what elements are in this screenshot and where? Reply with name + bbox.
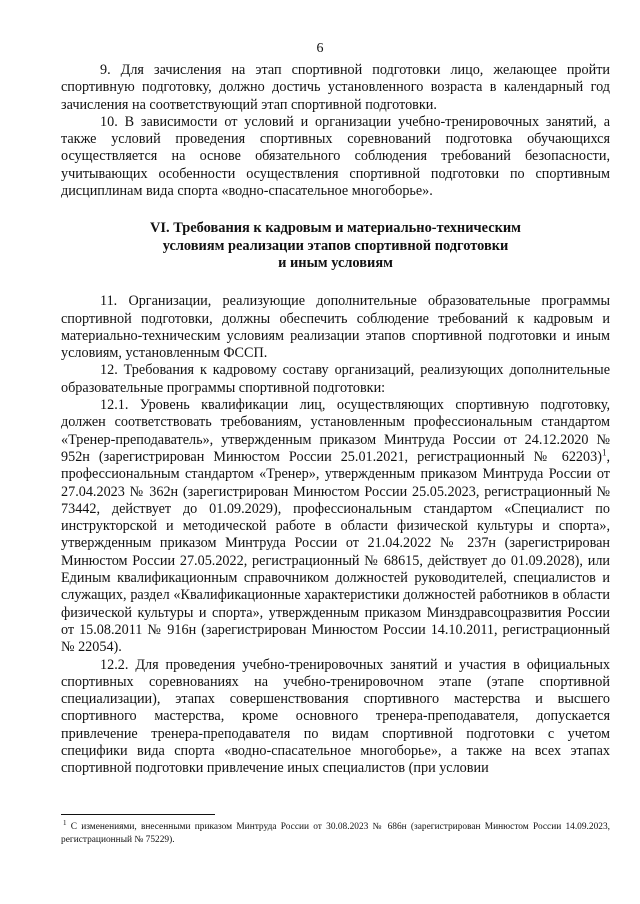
document-body [61, 62, 610, 778]
paragraph-12-1 [61, 397, 610, 656]
section-heading-line-2: условиям реализации этапов спортивной подготовки [162, 237, 509, 254]
paragraph-10: 10. В зависимости от условий и организации учебно-тренировочных занятий, а также условий проведения спортивных соревнований подготовка обучающихся осуществляется на основе обязательного соблюдения требований безопасности, учитывающих особенности осуществления спортивной подготовки по спортивным дисциплинам вида спорта «водно-спасательное многоборье». [61, 113, 610, 200]
paragraph-9: 9. Для зачисления на этап спортивной подготовки лицо, желающее пройти спортивную подготовку, должно достичь установленного возраста в календарный год зачисления на соответствующий этап спортивной подготовки. [61, 62, 610, 113]
footnote-marker: 1 [63, 818, 67, 827]
footnote-reference: 1 [601, 447, 607, 458]
section-heading-line-1: VI. Требования к кадровым и материально-техническим [150, 220, 521, 237]
footnote-text: С изменениями, внесенными приказом Минтруда России от 30.08.2023 № 686н (зарегистрирован Минюстом России 14.09.2023, регистрационный № 75229). [61, 822, 610, 845]
section-heading-line-3: и иным условиям [278, 254, 393, 271]
paragraph-12-2: 12.2. Для проведения учебно-тренировочных занятий и участия в официальных спортивных соревнованиях на учебно-тренировочном этапе (этапе спортивной специализации), этапах совершенствования спортивного мастерства и высшего спортивного мастерства, кроме основного тренера-преподавателя, допускается привлечение тренера-преподавателя по видам спортивной подготовки с учетом специфики вида спорта «водно-спасательное многоборье», а также на всех этапах спортивной подготовки привлечение иных специалистов (при условии [61, 656, 610, 777]
footnote [61, 818, 610, 847]
paragraph-11: 11. Организации, реализующие дополнительные образовательные программы спортивной подготовки, должны обеспечить соблюдение требований к кадровым и материально-техническим условиям реализации этапов спортивной подготовки и иным условиям, установленным ФССП. [61, 293, 610, 362]
page-number: 6 [316, 41, 324, 56]
paragraph-12-1-part-1: 12.1. Уровень квалификации лиц, осуществляющих спортивную подготовку, должен соответствовать требованиям, установленным профессиональным стандартом «Тренер-преподаватель», утвержденным приказом Минтруда России от 24.12.2020 № 952н (зарегистрирован Минюстом России 25.01.2021, регистрационный № 62203) [61, 397, 610, 465]
section-heading [61, 220, 610, 272]
paragraph-12: 12. Требования к кадровому составу организаций, реализующих дополнительные образовательные программы спортивной подготовки: [61, 362, 610, 396]
footnote-divider [61, 814, 215, 815]
paragraph-12-1-part-2: , профессиональным стандартом «Тренер», утвержденным приказом Минтруда России от 27.04.2023 № 362н (зарегистрирован Минюстом России 25.05.2023, регистрационный № 73442, действует до 01.09.2029), профессиональным стандартом «Специалист по инструкторской и методической работе в области физической культуры и спорта», утвержденным приказом Минтруда России от 21.04.2022 № 237н (зарегистрирован Минюстом России 27.05.2022, регистрационный № 68615, действует до 01.09.2028), или Единым квалификационным справочником должностей руководителей, специалистов и служащих, раздел «Квалификационные характеристики должностей работников в области физической культуры и спорта», утвержденным приказом Минздравсоцразвития России от 15.08.2011 № 916н (зарегистрирован Минюстом России 14.10.2011, регистрационный № 22054). [61, 448, 610, 656]
